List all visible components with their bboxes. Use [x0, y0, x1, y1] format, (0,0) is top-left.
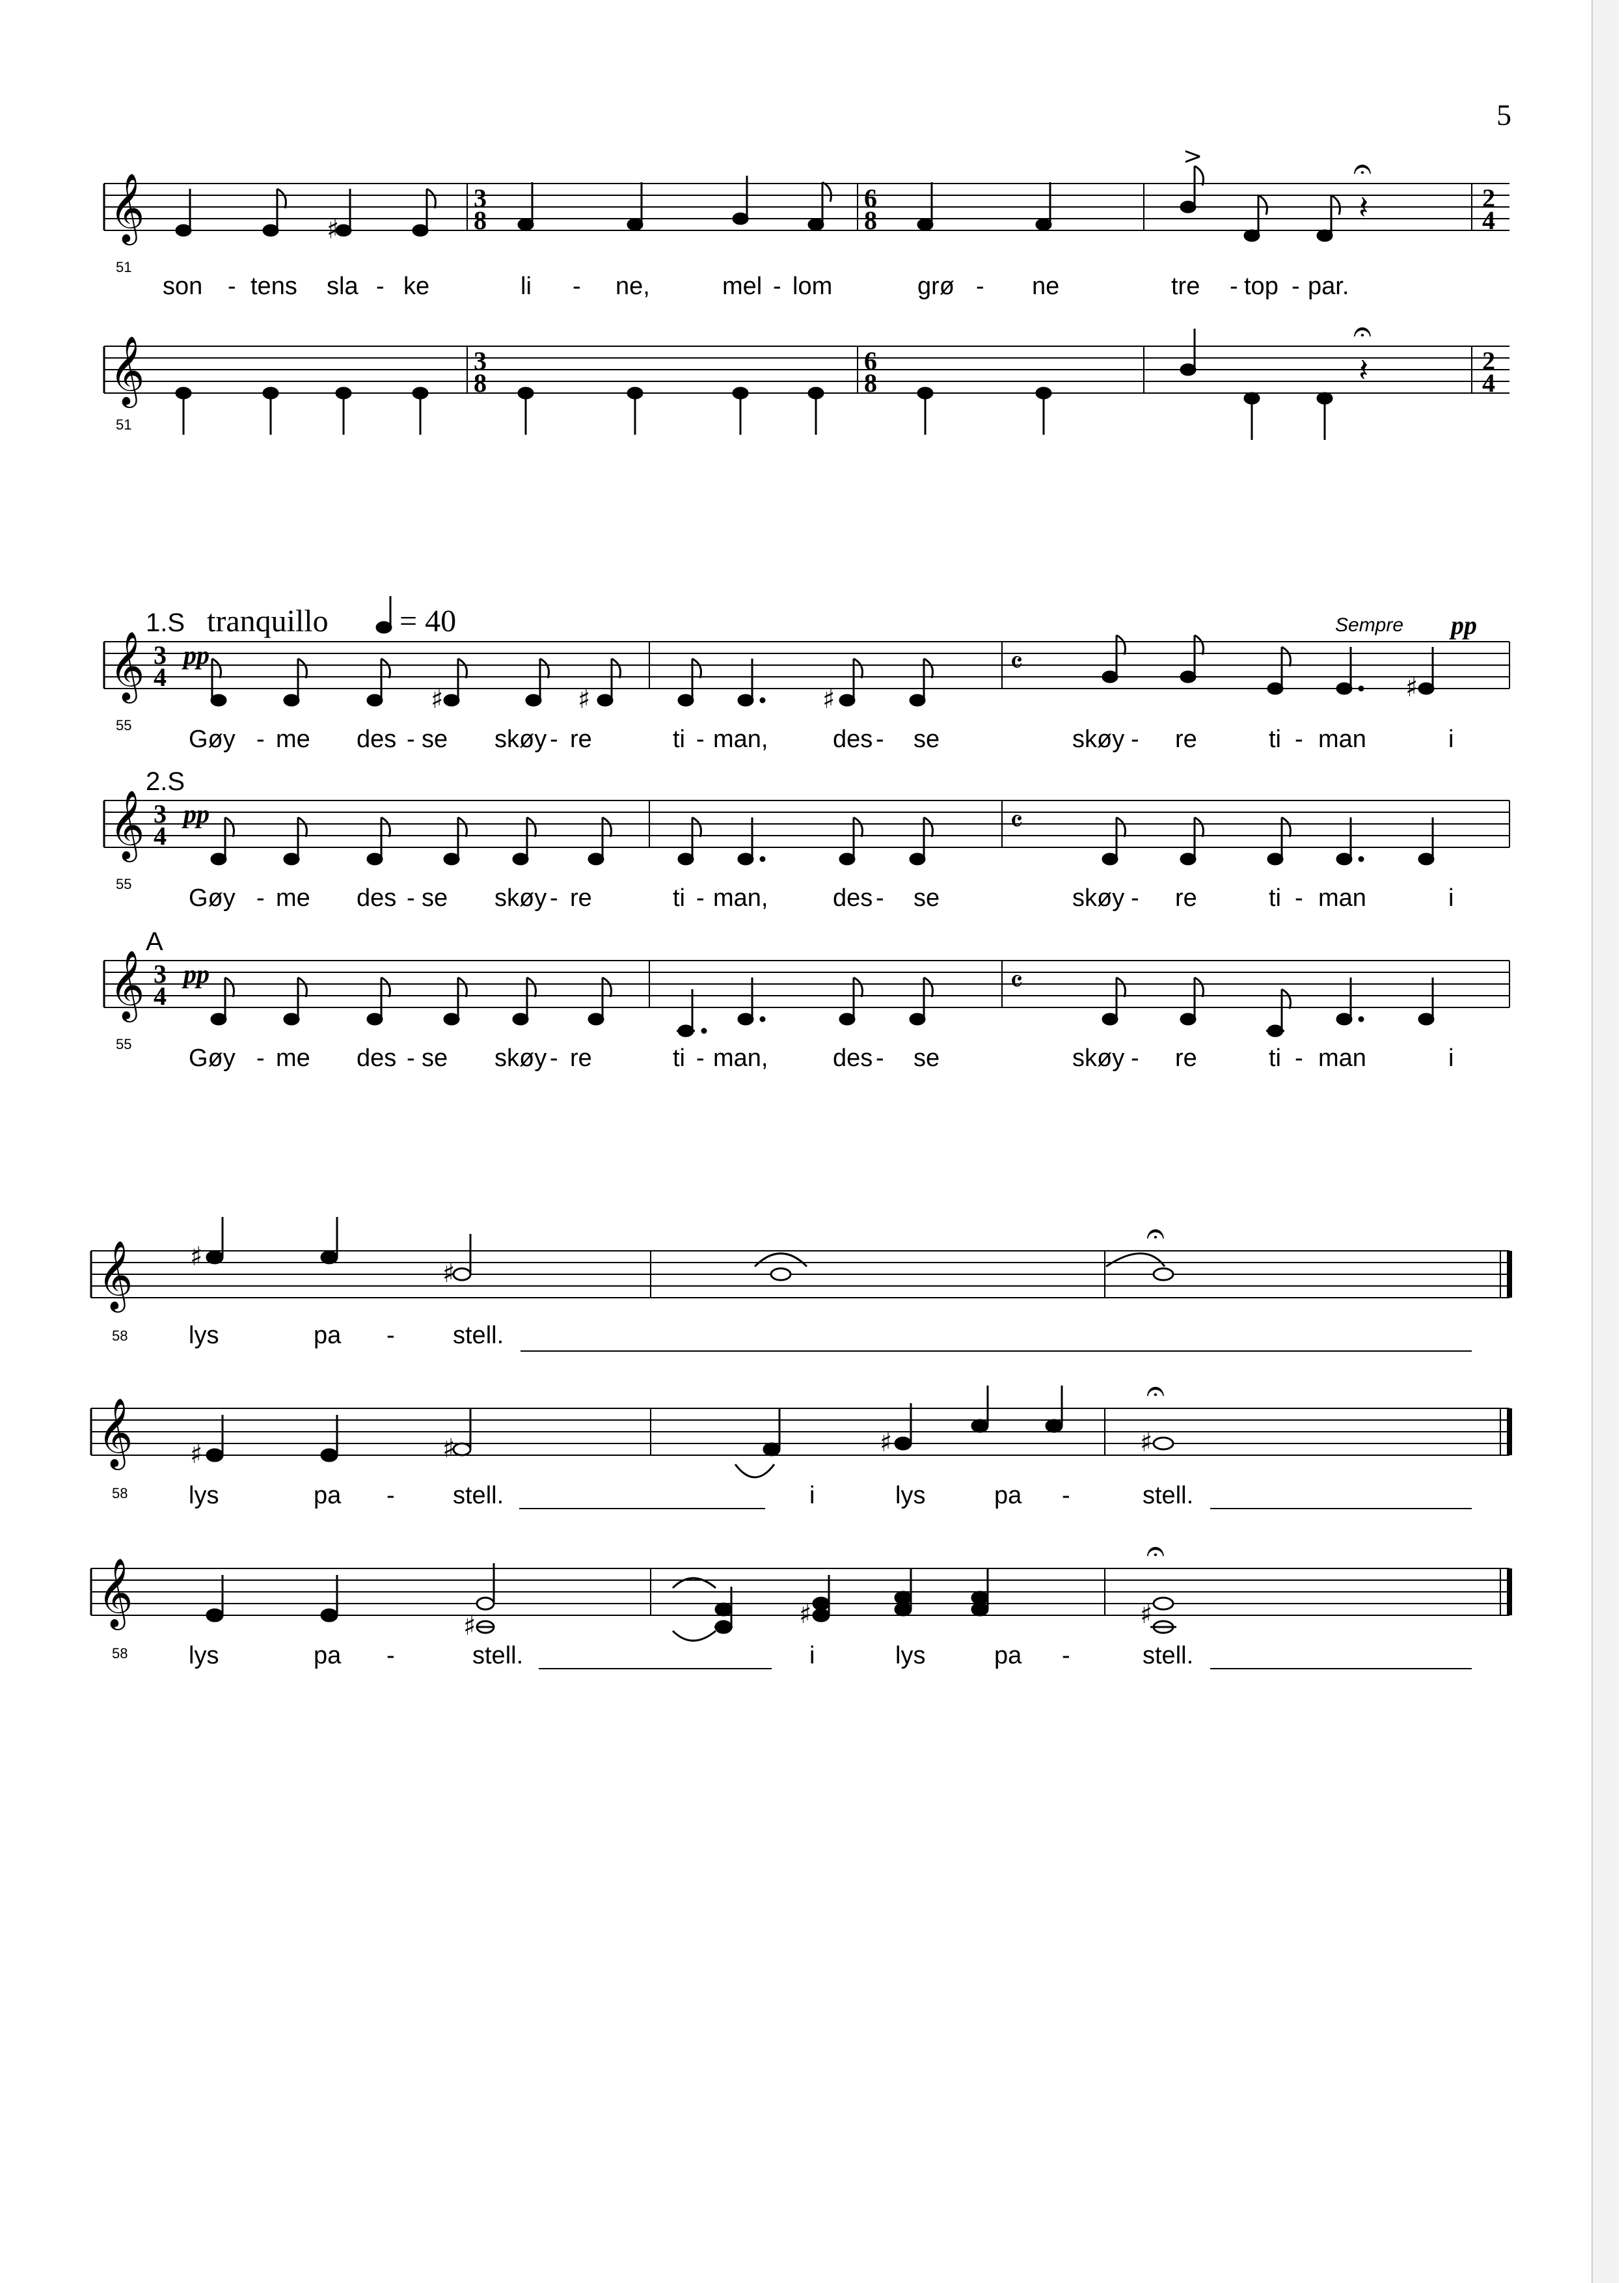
- svg-text:pp: pp: [183, 640, 210, 670]
- svg-text:♯: ♯: [442, 1259, 455, 1289]
- svg-text:-: -: [696, 1045, 705, 1072]
- svg-text:ti: ti: [1269, 884, 1281, 912]
- svg-text:6: 6: [864, 184, 877, 213]
- voice-label-a: A: [146, 927, 163, 956]
- svg-text:4: 4: [154, 663, 167, 692]
- svg-text:♯: ♯: [578, 685, 591, 715]
- expression-text: Sempre: [1335, 614, 1404, 636]
- treble-clef-icon: 𝄞: [109, 950, 145, 1019]
- svg-text:top: top: [1244, 273, 1279, 300]
- svg-text:skøy: skøy: [1072, 884, 1125, 912]
- fermata-icon: 𝄐: [1146, 1214, 1165, 1252]
- svg-text:re: re: [1175, 884, 1197, 912]
- staff-1-1: [104, 184, 1509, 230]
- staff-2-3: [104, 961, 1509, 1007]
- svg-text:ne: ne: [1032, 273, 1060, 300]
- sharp-icon: ♯: [327, 215, 340, 245]
- svg-text:-: -: [1295, 884, 1303, 912]
- sharp-icon: [463, 1600, 1152, 1641]
- notes-3-1: [207, 1217, 1173, 1280]
- svg-text:Gøy: Gøy: [189, 884, 236, 912]
- svg-text:skøy: skøy: [494, 884, 547, 912]
- svg-text:55: 55: [116, 876, 132, 892]
- svg-text:des: des: [833, 884, 873, 912]
- svg-text:-: -: [1295, 1045, 1303, 1072]
- fermata-icon: 𝄐: [1146, 1532, 1165, 1570]
- svg-text:man,: man,: [713, 884, 768, 912]
- svg-text:-: -: [1062, 1642, 1070, 1669]
- svg-text:3: 3: [474, 346, 487, 376]
- svg-text:-: -: [228, 273, 236, 300]
- tempo-marking: tranquillo: [207, 604, 329, 638]
- fermata-icon: 𝄐: [1353, 312, 1372, 350]
- svg-text:-: -: [256, 1045, 265, 1072]
- svg-text:ti: ti: [673, 726, 685, 753]
- svg-text:-: -: [407, 884, 415, 912]
- svg-text:des: des: [357, 1045, 397, 1072]
- svg-text:♯: ♯: [1140, 1600, 1153, 1630]
- svg-text:𝄴: 𝄴: [1010, 964, 1023, 999]
- svg-text:4: 4: [154, 981, 167, 1011]
- svg-text:-: -: [407, 1045, 415, 1072]
- fermata-icon: 𝄐: [1146, 1372, 1165, 1410]
- svg-text:-: -: [1131, 884, 1139, 912]
- svg-text:i: i: [1448, 884, 1454, 912]
- svg-text:stell.: stell.: [1143, 1642, 1194, 1669]
- svg-text:se: se: [914, 1045, 940, 1072]
- lyrics-system-3-voice-3: [189, 1642, 1193, 1669]
- page-number: 5: [1496, 98, 1511, 131]
- svg-text:son: son: [163, 273, 203, 300]
- svg-text:-: -: [1230, 273, 1238, 300]
- svg-text:6: 6: [864, 346, 877, 376]
- svg-text:man,: man,: [713, 726, 768, 753]
- svg-text:skøy: skøy: [494, 1045, 547, 1072]
- svg-text:man: man: [1318, 884, 1366, 912]
- svg-text:se: se: [422, 726, 448, 753]
- svg-text:-: -: [256, 884, 265, 912]
- svg-text:-: -: [550, 1045, 558, 1072]
- lyrics-system-1: [163, 273, 1349, 300]
- svg-text:8: 8: [864, 368, 877, 398]
- svg-text:ti: ti: [1269, 1045, 1281, 1072]
- svg-text:pa: pa: [994, 1482, 1022, 1509]
- svg-text:♯: ♯: [1405, 673, 1418, 703]
- svg-text:me: me: [276, 726, 310, 753]
- fermata-icon: 𝄐: [1353, 150, 1372, 187]
- notes-1-1: [176, 166, 1340, 241]
- svg-text:-: -: [1131, 726, 1139, 753]
- voice-label-1s: 1.S: [146, 608, 185, 637]
- svg-text:55: 55: [116, 717, 132, 733]
- measure-number: 51: [116, 259, 132, 275]
- staff-1-2: [104, 346, 1509, 393]
- dynamic-pp-markings: [182, 640, 210, 989]
- svg-text:3: 3: [154, 959, 167, 989]
- svg-text:-: -: [876, 726, 884, 753]
- svg-text:2: 2: [1482, 184, 1495, 213]
- svg-text:-: -: [876, 1045, 884, 1072]
- svg-text:lys: lys: [895, 1642, 926, 1669]
- staff-2-2: [104, 800, 1509, 847]
- svg-text:-: -: [386, 1482, 395, 1509]
- svg-text:des: des: [833, 726, 873, 753]
- lyrics-system-3-voice-2: [189, 1482, 1193, 1509]
- svg-text:skøy: skøy: [1072, 1045, 1125, 1072]
- svg-text:-: -: [1131, 1045, 1139, 1072]
- svg-text:des: des: [833, 1045, 873, 1072]
- svg-text:-: -: [550, 726, 558, 753]
- svg-text:skøy: skøy: [494, 726, 547, 753]
- measure-number: 51: [116, 417, 132, 433]
- svg-text:ti: ti: [673, 884, 685, 912]
- svg-text:se: se: [914, 726, 940, 753]
- svg-text:-: -: [386, 1642, 395, 1669]
- svg-text:♯: ♯: [431, 685, 444, 715]
- tempo-value: = 40: [399, 604, 457, 638]
- svg-text:-: -: [696, 884, 705, 912]
- svg-text:-: -: [1062, 1482, 1070, 1509]
- svg-text:se: se: [914, 884, 940, 912]
- svg-text:lys: lys: [895, 1482, 926, 1509]
- svg-text:♯: ♯: [880, 1428, 893, 1458]
- svg-text:♯: ♯: [442, 1434, 455, 1464]
- treble-clef-icon: 𝄞: [98, 1240, 133, 1309]
- svg-text:𝄴: 𝄴: [1010, 645, 1023, 680]
- svg-text:4: 4: [154, 821, 167, 851]
- svg-text:pa: pa: [314, 1322, 342, 1349]
- svg-text:-: -: [976, 273, 984, 300]
- svg-text:8: 8: [474, 368, 487, 398]
- lyrics-system-2-voice-3: [189, 1045, 1454, 1072]
- svg-text:pa: pa: [994, 1642, 1022, 1669]
- svg-text:lys: lys: [189, 1322, 219, 1349]
- svg-text:ne,: ne,: [616, 273, 650, 300]
- dynamic-marking: pp: [1451, 610, 1477, 640]
- svg-text:des: des: [357, 726, 397, 753]
- svg-text:se: se: [422, 884, 448, 912]
- svg-text:♯: ♯: [190, 1440, 203, 1470]
- svg-text:3: 3: [474, 184, 487, 213]
- svg-text:re: re: [570, 726, 592, 753]
- svg-text:tens: tens: [250, 273, 297, 300]
- svg-text:pa: pa: [314, 1642, 342, 1669]
- svg-text:58: 58: [112, 1328, 128, 1344]
- svg-text:58: 58: [112, 1645, 128, 1661]
- sharp-icon: [190, 1242, 455, 1289]
- notes-3-3: [207, 1563, 1176, 1641]
- svg-text:i: i: [1448, 1045, 1454, 1072]
- staff-2-1: [104, 642, 1509, 689]
- treble-clef-icon: 𝄞: [109, 335, 145, 405]
- svg-text:man: man: [1318, 726, 1366, 753]
- svg-text:stell.: stell.: [453, 1322, 504, 1349]
- svg-text:Gøy: Gøy: [189, 1045, 236, 1072]
- svg-text:re: re: [1175, 726, 1197, 753]
- svg-text:i: i: [1448, 726, 1454, 753]
- svg-text:-: -: [573, 273, 581, 300]
- svg-text:8: 8: [474, 206, 487, 235]
- svg-text:55: 55: [116, 1036, 132, 1052]
- treble-clef-icon: 𝄞: [109, 172, 145, 242]
- lyrics-system-3-voice-1: [189, 1322, 504, 1349]
- svg-text:me: me: [276, 884, 310, 912]
- svg-text:lys: lys: [189, 1482, 219, 1509]
- svg-text:Gøy: Gøy: [189, 726, 236, 753]
- svg-text:re: re: [1175, 1045, 1197, 1072]
- quarter-rest-icon: 𝄽: [1359, 351, 1369, 389]
- svg-text:stell.: stell.: [1143, 1482, 1194, 1509]
- lyrics-system-2-voice-2: [189, 884, 1454, 912]
- svg-text:stell.: stell.: [472, 1642, 524, 1669]
- sharp-icon: [190, 1428, 1152, 1470]
- svg-text:♯: ♯: [190, 1242, 203, 1272]
- svg-text:pp: pp: [183, 799, 210, 828]
- svg-text:-: -: [1295, 726, 1303, 753]
- treble-clef-icon: 𝄞: [109, 631, 145, 700]
- svg-text:-: -: [256, 726, 265, 753]
- svg-text:♯: ♯: [822, 685, 835, 715]
- svg-text:-: -: [1292, 273, 1300, 300]
- quarter-rest-icon: 𝄽: [1359, 189, 1369, 226]
- lyrics-system-2-voice-1: [189, 726, 1454, 753]
- svg-text:4: 4: [1482, 206, 1495, 235]
- svg-text:lom: lom: [792, 273, 833, 300]
- svg-text:♯: ♯: [463, 1611, 476, 1641]
- svg-text:mel: mel: [722, 273, 763, 300]
- svg-text:tre: tre: [1171, 273, 1200, 300]
- svg-text:i: i: [809, 1482, 815, 1509]
- svg-text:♯: ♯: [1140, 1428, 1153, 1458]
- svg-text:58: 58: [112, 1485, 128, 1501]
- svg-text:3: 3: [154, 799, 167, 828]
- svg-text:man,: man,: [713, 1045, 768, 1072]
- accent-icon: >: [1183, 143, 1203, 170]
- svg-text:-: -: [876, 884, 884, 912]
- svg-text:-: -: [773, 273, 781, 300]
- svg-text:-: -: [550, 884, 558, 912]
- svg-text:se: se: [422, 1045, 448, 1072]
- svg-text:-: -: [376, 273, 385, 300]
- svg-text:me: me: [276, 1045, 310, 1072]
- svg-text:-: -: [407, 726, 415, 753]
- tempo-note-icon: [377, 596, 391, 633]
- svg-text:♯: ♯: [799, 1600, 812, 1630]
- svg-text:ti: ti: [673, 1045, 685, 1072]
- staff-3-2: [91, 1408, 1509, 1455]
- svg-text:par.: par.: [1308, 273, 1349, 300]
- common-time-icon: [1010, 645, 1023, 999]
- svg-text:des: des: [357, 884, 397, 912]
- svg-text:4: 4: [1482, 368, 1495, 398]
- svg-text:ti: ti: [1269, 726, 1281, 753]
- staff-3-1: [91, 1251, 1509, 1298]
- svg-text:pa: pa: [314, 1482, 342, 1509]
- notes-1-2: [176, 329, 1332, 440]
- svg-text:man: man: [1318, 1045, 1366, 1072]
- svg-text:re: re: [570, 884, 592, 912]
- svg-text:skøy: skøy: [1072, 726, 1125, 753]
- svg-text:lys: lys: [189, 1642, 219, 1669]
- treble-clef-icon: 𝄞: [109, 789, 145, 859]
- svg-text:2: 2: [1482, 346, 1495, 376]
- svg-text:ke: ke: [403, 273, 430, 300]
- svg-text:re: re: [570, 1045, 592, 1072]
- svg-text:pp: pp: [183, 959, 210, 989]
- svg-text:𝄴: 𝄴: [1010, 804, 1023, 839]
- svg-text:3: 3: [154, 640, 167, 670]
- svg-text:-: -: [386, 1322, 395, 1349]
- treble-clef-icon: 𝄞: [98, 1557, 133, 1627]
- svg-text:sla: sla: [327, 273, 359, 300]
- treble-clef-icon: 𝄞: [98, 1397, 133, 1467]
- system-2: [104, 642, 1509, 1007]
- svg-text:stell.: stell.: [453, 1482, 504, 1509]
- svg-text:i: i: [809, 1642, 815, 1669]
- svg-text:grø: grø: [917, 273, 954, 300]
- svg-text:-: -: [696, 726, 705, 753]
- voice-label-2s: 2.S: [146, 767, 185, 796]
- system-3: [91, 1251, 1509, 1615]
- svg-text:8: 8: [864, 206, 877, 235]
- svg-text:li: li: [521, 273, 532, 300]
